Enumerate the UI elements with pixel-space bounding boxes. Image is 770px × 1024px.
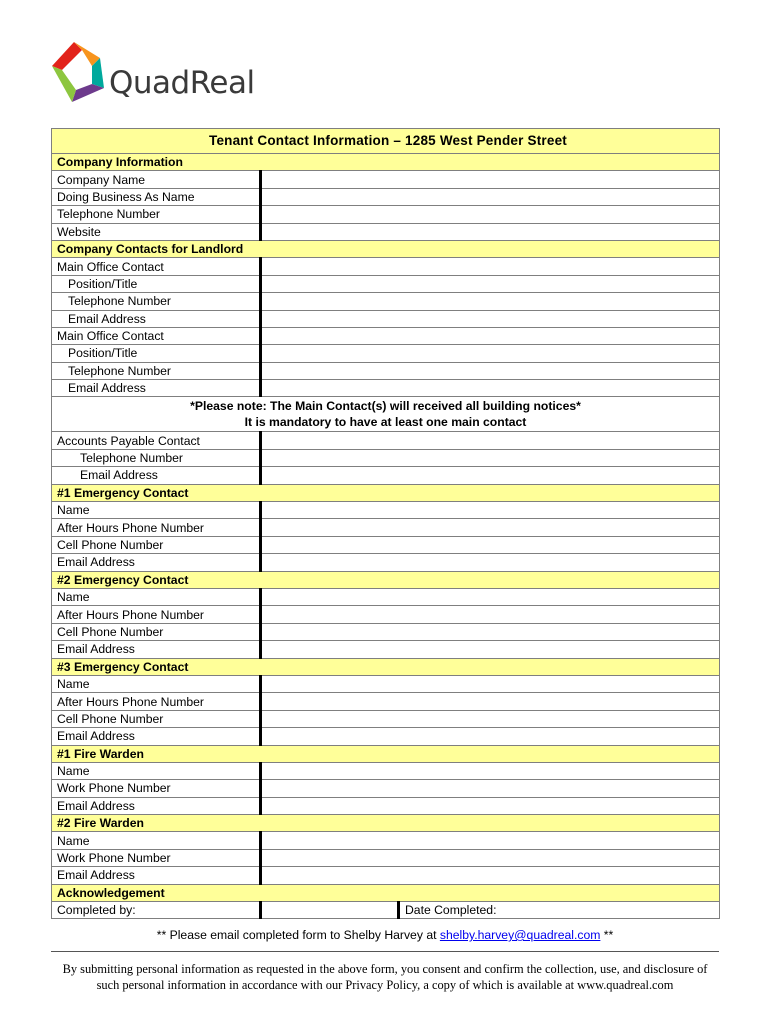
field-input[interactable] (261, 554, 720, 571)
field-row (52, 519, 720, 536)
date-completed-label[interactable]: Date Completed: (399, 902, 720, 919)
field-row (52, 710, 720, 727)
section-row (52, 571, 720, 588)
field-label: Cell Phone Number (52, 710, 261, 727)
field-label: Accounts Payable Contact (52, 432, 261, 449)
section-heading: #3 Emergency Contact (52, 658, 720, 675)
field-row (52, 432, 720, 449)
section-heading: #1 Fire Warden (52, 745, 720, 762)
field-input[interactable] (261, 223, 720, 240)
email-link[interactable]: shelby.harvey@quadreal.com (439, 928, 601, 942)
field-row (52, 675, 720, 692)
field-label: Work Phone Number (52, 849, 261, 866)
field-label: Position/Title (52, 275, 261, 292)
field-row (52, 449, 720, 466)
form-title-row (52, 129, 720, 154)
field-row (52, 780, 720, 797)
field-input[interactable] (261, 327, 720, 344)
section-heading: #2 Emergency Contact (52, 571, 720, 588)
email-prefix: ** Please email completed form to Shelby Harvey at (156, 928, 440, 942)
notice-line-1: *Please note: The Main Contact(s) will received all building notices* (190, 399, 581, 414)
completed-by-field[interactable] (261, 902, 399, 919)
privacy-line-2: such personal information in accordance with our Privacy Policy, a copy of which is available at www.quadreal.com (96, 978, 674, 992)
field-row (52, 327, 720, 344)
field-label: Main Office Contact (52, 258, 261, 275)
field-input[interactable] (261, 362, 720, 379)
field-row (52, 362, 720, 379)
form-title: Tenant Contact Information – 1285 West Pender Street (52, 129, 720, 154)
field-row (52, 641, 720, 658)
section-heading: Company Information (52, 154, 720, 171)
field-label: After Hours Phone Number (52, 693, 261, 710)
quadreal-logo (48, 38, 278, 110)
field-label: Cell Phone Number (52, 536, 261, 553)
field-row (52, 206, 720, 223)
field-row (52, 762, 720, 779)
section-row (52, 658, 720, 675)
field-input[interactable] (261, 606, 720, 623)
field-input[interactable] (261, 849, 720, 866)
section-heading: Company Contacts for Landlord (52, 240, 720, 257)
field-row (52, 275, 720, 292)
field-label: Company Name (52, 171, 261, 188)
field-row (52, 867, 720, 884)
field-label: Email Address (52, 867, 261, 884)
field-input[interactable] (261, 293, 720, 310)
field-input[interactable] (261, 258, 720, 275)
main-contact-notice (52, 397, 720, 432)
logo-wordmark: QuadReal (109, 65, 255, 101)
field-input[interactable] (261, 710, 720, 727)
field-input[interactable] (261, 206, 720, 223)
field-input[interactable] (261, 310, 720, 327)
field-row (52, 502, 720, 519)
field-input[interactable] (261, 675, 720, 692)
field-label: Telephone Number (52, 449, 261, 466)
field-label: After Hours Phone Number (52, 606, 261, 623)
field-label: Email Address (52, 641, 261, 658)
field-label: Position/Title (52, 345, 261, 362)
field-row (52, 223, 720, 240)
field-label: Telephone Number (52, 206, 261, 223)
field-row (52, 623, 720, 640)
field-label: Main Office Contact (52, 327, 261, 344)
field-label: Telephone Number (52, 362, 261, 379)
field-row (52, 171, 720, 188)
field-input[interactable] (261, 467, 720, 484)
email-suffix: ** (600, 928, 614, 942)
section-heading: #2 Fire Warden (52, 815, 720, 832)
field-input[interactable] (261, 449, 720, 466)
field-row (52, 832, 720, 849)
field-label: Name (52, 762, 261, 779)
notice-line-2: It is mandatory to have at least one main contact (244, 415, 527, 430)
field-row (52, 536, 720, 553)
section-row (52, 745, 720, 762)
section-row (52, 154, 720, 171)
field-row (52, 380, 720, 397)
field-label: Email Address (52, 380, 261, 397)
field-label: Doing Business As Name (52, 188, 261, 205)
field-row (52, 258, 720, 275)
field-label: Email Address (52, 310, 261, 327)
field-input[interactable] (261, 832, 720, 849)
tenant-contact-form (51, 128, 720, 919)
field-input[interactable] (261, 623, 720, 640)
field-row (52, 849, 720, 866)
field-label: Email Address (52, 728, 261, 745)
field-input[interactable] (261, 780, 720, 797)
field-input[interactable] (261, 519, 720, 536)
section-heading: #1 Emergency Contact (52, 484, 720, 501)
field-row (52, 606, 720, 623)
field-label: After Hours Phone Number (52, 519, 261, 536)
privacy-notice (51, 961, 719, 993)
field-input[interactable] (261, 380, 720, 397)
field-input[interactable] (261, 536, 720, 553)
field-label: Website (52, 223, 261, 240)
field-row (52, 467, 720, 484)
field-input[interactable] (261, 502, 720, 519)
field-input[interactable] (261, 588, 720, 605)
section-row (52, 815, 720, 832)
field-label: Name (52, 832, 261, 849)
footer-divider (51, 951, 719, 952)
field-label: Work Phone Number (52, 780, 261, 797)
field-row (52, 797, 720, 814)
field-row (52, 588, 720, 605)
field-input[interactable] (261, 867, 720, 884)
field-input[interactable] (261, 693, 720, 710)
field-row (52, 345, 720, 362)
field-input[interactable] (261, 728, 720, 745)
field-input[interactable] (261, 797, 720, 814)
form-body (52, 129, 720, 919)
section-row (52, 240, 720, 257)
field-input[interactable] (261, 275, 720, 292)
field-label: Cell Phone Number (52, 623, 261, 640)
field-input[interactable] (261, 762, 720, 779)
quadreal-logo-mark-icon (48, 38, 112, 110)
field-label: Email Address (52, 797, 261, 814)
field-input[interactable] (261, 641, 720, 658)
section-row (52, 484, 720, 501)
privacy-line-1: By submitting personal information as requested in the above form, you consent and confirm the collection, use, and disclosure of (62, 962, 708, 976)
field-label: Name (52, 502, 261, 519)
field-row (52, 693, 720, 710)
acknowledgement-row (52, 902, 720, 919)
field-row (52, 293, 720, 310)
field-input[interactable] (261, 188, 720, 205)
field-input[interactable] (261, 432, 720, 449)
section-row (52, 884, 720, 901)
notice-row (52, 397, 720, 432)
field-row (52, 728, 720, 745)
field-label: Name (52, 675, 261, 692)
field-input[interactable] (261, 345, 720, 362)
field-row (52, 188, 720, 205)
field-label: Name (52, 588, 261, 605)
field-label: Telephone Number (52, 293, 261, 310)
field-label: Email Address (52, 467, 261, 484)
field-input[interactable] (261, 171, 720, 188)
completed-by-label: Completed by: (52, 902, 261, 919)
section-heading: Acknowledgement (52, 884, 720, 901)
email-instruction (0, 928, 770, 942)
field-row (52, 554, 720, 571)
field-label: Email Address (52, 554, 261, 571)
field-row (52, 310, 720, 327)
